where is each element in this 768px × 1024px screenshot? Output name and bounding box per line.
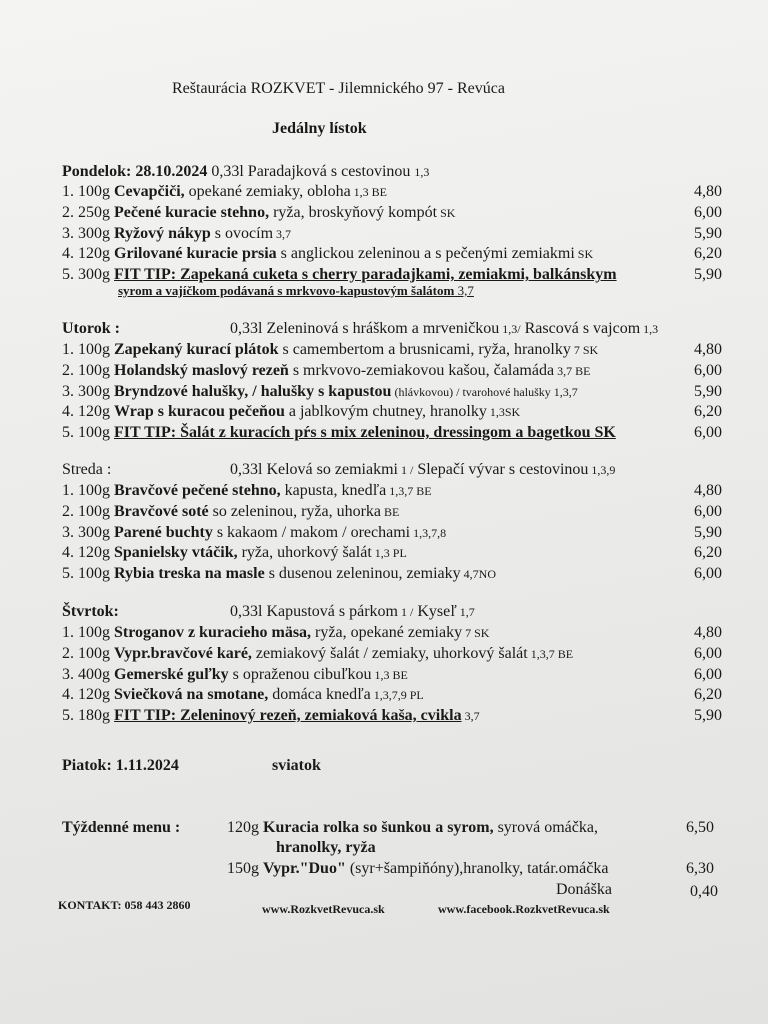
- item-description: ryža, uhorkový šalát: [237, 544, 372, 562]
- contact-phone: KONTAKT: 058 443 2860: [58, 898, 191, 912]
- item-name: Bravčové pečené stehno,: [114, 482, 281, 499]
- wednesday-soup: [230, 461, 615, 479]
- item-description: kapusta, knedľa: [280, 482, 387, 499]
- item-allergens: 1,3 BE: [350, 185, 388, 199]
- menu-item: [62, 403, 722, 423]
- soup-allergens: 1 /: [397, 605, 414, 619]
- item-allergens: 1,3SK: [486, 405, 521, 420]
- item-description: s opraženou cibuľkou: [228, 665, 372, 683]
- menu-item: [62, 565, 722, 585]
- friday-header: [62, 757, 179, 775]
- item-quantity: 3. 300g: [62, 382, 110, 400]
- item-name: Ryžový nákyp: [114, 224, 211, 242]
- item-allergens: 3,7 BE: [554, 363, 591, 378]
- menu-item: [62, 624, 722, 644]
- delivery-label: Donáška: [556, 881, 612, 898]
- item-name: Spanielsky vtáčik,: [114, 544, 238, 562]
- fit-tip-name: FIT TIP: Zeleninový rezeň, zemiaková kaša, cvikla: [114, 707, 462, 725]
- day-label: Piatok: 1.11.2024: [62, 757, 179, 774]
- item-name: Bravčové soté: [114, 502, 209, 520]
- website-link[interactable]: www.RozkvetRevuca.sk: [262, 902, 385, 916]
- weekly-rest: syrová omáčka,: [493, 819, 598, 836]
- item-allergens: 7 SK: [570, 343, 599, 357]
- item-name: Stroganov z kuracieho mäsa,: [114, 624, 312, 641]
- restaurant-title: Reštaurácia ROZKVET - Jilemnického 97 - Revúca: [172, 80, 505, 97]
- menu-item: [62, 666, 722, 686]
- item-allergens: 1,3,7,9 PL: [370, 688, 424, 703]
- item-name: Holandský maslový rezeň: [114, 361, 289, 379]
- item-price: 5,90: [694, 266, 722, 284]
- item-quantity: 2. 100g: [62, 502, 110, 520]
- weekly-name: Vypr."Duo": [263, 860, 346, 877]
- monday-header: [62, 163, 429, 181]
- item-quantity: 3. 400g: [62, 665, 110, 683]
- item-description: s mrkvovo-zemiakovou kašou, čalamáda: [288, 361, 555, 379]
- item-quantity: 3. 300g: [62, 523, 110, 541]
- delivery-price: 0,40: [690, 883, 718, 900]
- soup-text: 0,33l Paradajková s cestovinou: [211, 163, 411, 180]
- menu-item: [62, 424, 722, 444]
- item-price: 6,00: [694, 644, 722, 662]
- menu-item: [62, 482, 722, 502]
- item-allergens: BE: [381, 504, 400, 519]
- item-quantity: 3. 300g: [62, 224, 110, 242]
- item-price: 5,90: [694, 224, 722, 242]
- item-allergens: 1,3,7 BE: [527, 646, 574, 661]
- item-name: Vypr.bravčové karé,: [114, 644, 252, 662]
- item-allergens: 1,3 BE: [371, 667, 408, 682]
- item-allergens: 1,3,7,8: [410, 525, 447, 540]
- thursday-soup: [230, 603, 475, 621]
- soup2-allergens: 1,3: [640, 322, 659, 336]
- day-label: Štvrtok:: [62, 603, 119, 620]
- item-price: 6,00: [694, 502, 722, 520]
- weekly-name: Kuracia rolka so šunkou a syrom,: [263, 819, 494, 836]
- facebook-link[interactable]: www.facebook.RozkvetRevuca.sk: [438, 902, 610, 916]
- menu-item: [62, 544, 722, 564]
- item-name: Wrap s kuracou pečeňou: [114, 403, 285, 421]
- fit-tip-name: FIT TIP: Šalát z kuracích pŕs s mix zeleninou, dressingom a bagetkou SK: [114, 424, 616, 442]
- menu-subtitle: Jedálny lístok: [272, 120, 367, 137]
- item-quantity: 2. 250g: [62, 203, 110, 221]
- item-name: Gemerské guľky: [114, 665, 229, 683]
- item-allergens: SK: [574, 247, 594, 262]
- item-description: s camembertom a brusnicami, ryža, hranolky: [278, 341, 571, 358]
- day-label: Pondelok: 28.10.2024: [62, 163, 208, 180]
- item-quantity: 4. 120g: [62, 686, 110, 704]
- item-allergens: 3,7: [461, 709, 480, 724]
- fit-tip-name: FIT TIP: Zapekaná cuketa s cherry paradajkami, zemiakmi, balkánskym: [114, 266, 617, 284]
- item-quantity: 1. 100g: [62, 624, 110, 641]
- item-quantity: 5. 100g: [62, 424, 110, 442]
- soup-allergens: 1 /: [397, 463, 414, 477]
- item-description: domáca knedľa: [268, 686, 371, 704]
- weekly-qty: 120g: [227, 819, 259, 836]
- item-name: Zapekaný kurací plátok: [114, 341, 279, 358]
- item-quantity: 1. 100g: [62, 341, 110, 358]
- fit-tip-cont-allergens: 3,7: [454, 283, 474, 298]
- item-price: 4,80: [694, 183, 722, 200]
- item-name: Grilované kuracie prsia: [114, 245, 277, 263]
- item-allergens: 3,7: [273, 226, 292, 241]
- menu-item: [62, 707, 722, 727]
- tuesday-soup: [230, 320, 658, 338]
- item-price: 6,00: [694, 565, 722, 583]
- menu-item: [62, 341, 722, 361]
- item-description: opekané zemiaky, obloha: [184, 183, 351, 200]
- day-label: Streda :: [62, 461, 112, 478]
- wednesday-header: [62, 461, 111, 479]
- soup-allergens: 1,3/: [499, 322, 521, 336]
- item-description: ryža, opekané zemiaky: [311, 624, 463, 641]
- weekly-price-1: 6,50: [686, 819, 714, 836]
- item-name: Rybia treska na masle: [114, 565, 265, 583]
- fit-tip-cont-text: syrom a vajíčkom podávaná s mrkvovo-kapustovým šalátom: [118, 283, 455, 298]
- item-price: 6,20: [694, 403, 722, 421]
- menu-item: [62, 524, 722, 544]
- item-name: Cevapčiči,: [114, 183, 185, 200]
- item-allergens: 4,7NO: [460, 567, 496, 582]
- item-description: a jablkovým chutney, hranolky: [284, 403, 487, 421]
- menu-item: [62, 183, 722, 203]
- item-quantity: 5. 100g: [62, 565, 110, 583]
- menu-item: [62, 245, 722, 265]
- item-price: 6,20: [694, 245, 722, 263]
- weekly-item-2: [227, 860, 608, 878]
- fit-tip-continuation: [118, 283, 474, 299]
- soup-text: 0,33l Zeleninová s hráškom a mrveničkou: [230, 320, 500, 337]
- soup2-allergens: 1,7: [456, 605, 475, 619]
- soup-allergens: 1,3: [414, 165, 430, 179]
- menu-item: [62, 204, 722, 224]
- item-description: so zeleninou, ryža, uhorka: [208, 502, 382, 520]
- menu-item: [62, 503, 722, 523]
- soup2-text: Rascová s vajcom: [520, 320, 641, 337]
- item-price: 6,00: [694, 424, 722, 442]
- item-quantity: 2. 100g: [62, 361, 110, 379]
- item-price: 6,00: [694, 361, 722, 379]
- item-name: Bryndzové halušky, / halušky s kapustou: [114, 382, 392, 400]
- tuesday-header: [62, 320, 120, 338]
- soup2-text: Kyseľ: [413, 603, 457, 620]
- item-allergens: (hlávkovou) / tvarohové halušky 1,3,7: [391, 384, 578, 399]
- item-quantity: 2. 100g: [62, 644, 110, 662]
- day-label: Utorok :: [62, 320, 120, 337]
- friday-note: sviatok: [272, 757, 321, 774]
- item-quantity: 4. 120g: [62, 544, 110, 562]
- item-allergens: 1,3,7 BE: [386, 484, 432, 498]
- item-price: 5,90: [694, 382, 722, 400]
- item-price: 6,20: [694, 686, 722, 704]
- soup2-allergens: 1,3,9: [588, 463, 616, 477]
- weekly-item-1: [227, 819, 598, 837]
- weekly-item-1-cont: hranolky, ryža: [276, 839, 376, 856]
- menu-item: [62, 362, 722, 382]
- item-quantity: 5. 180g: [62, 707, 110, 725]
- item-name: Sviečková na smotane,: [114, 686, 269, 704]
- item-quantity: 5. 300g: [62, 266, 110, 284]
- item-quantity: 1. 100g: [62, 482, 110, 499]
- item-description: zemiakový šalát / zemiaky, uhorkový šalát: [251, 644, 528, 662]
- weekly-qty: 150g: [227, 860, 259, 877]
- item-name: Pečené kuracie stehno,: [114, 203, 270, 221]
- item-description: s dusenou zeleninou, zemiaky: [264, 565, 461, 583]
- item-price: 6,20: [694, 544, 722, 562]
- item-allergens: 7 SK: [462, 626, 490, 640]
- soup2-text: Slepačí vývar s cestovinou: [413, 461, 589, 478]
- weekly-rest: (syr+šampiňóny),hranolky, tatár.omáčka: [345, 860, 609, 877]
- soup-text: 0,33l Kapustová s párkom: [230, 603, 398, 620]
- item-price: 4,80: [694, 624, 722, 641]
- item-quantity: 4. 120g: [62, 245, 110, 263]
- item-quantity: 1. 100g: [62, 183, 110, 200]
- item-price: 6,00: [694, 665, 722, 683]
- soup-text: 0,33l Kelová so zemiakmi: [230, 461, 398, 478]
- item-price: 4,80: [694, 482, 722, 499]
- menu-item: [62, 686, 722, 706]
- thursday-header: [62, 603, 119, 621]
- item-price: 6,00: [694, 203, 722, 221]
- item-price: 4,80: [694, 341, 722, 358]
- weekly-price-2: 6,30: [686, 860, 714, 877]
- item-description: s kakaom / makom / orechami: [212, 523, 411, 541]
- item-allergens: 1,3 PL: [371, 546, 407, 561]
- weekly-label: Týždenné menu :: [62, 819, 181, 836]
- menu-item: [62, 383, 722, 403]
- menu-item: [62, 225, 722, 245]
- item-name: Parené buchty: [114, 523, 213, 541]
- item-description: ryža, broskyňový kompót: [269, 203, 438, 221]
- item-description: s ovocím: [210, 224, 274, 242]
- item-quantity: 4. 120g: [62, 403, 110, 421]
- item-price: 5,90: [694, 523, 722, 541]
- item-description: s anglickou zeleninou a s pečenými zemiakmi: [276, 245, 575, 263]
- item-allergens: SK: [437, 205, 456, 220]
- item-price: 5,90: [694, 707, 722, 725]
- menu-item: [62, 645, 722, 665]
